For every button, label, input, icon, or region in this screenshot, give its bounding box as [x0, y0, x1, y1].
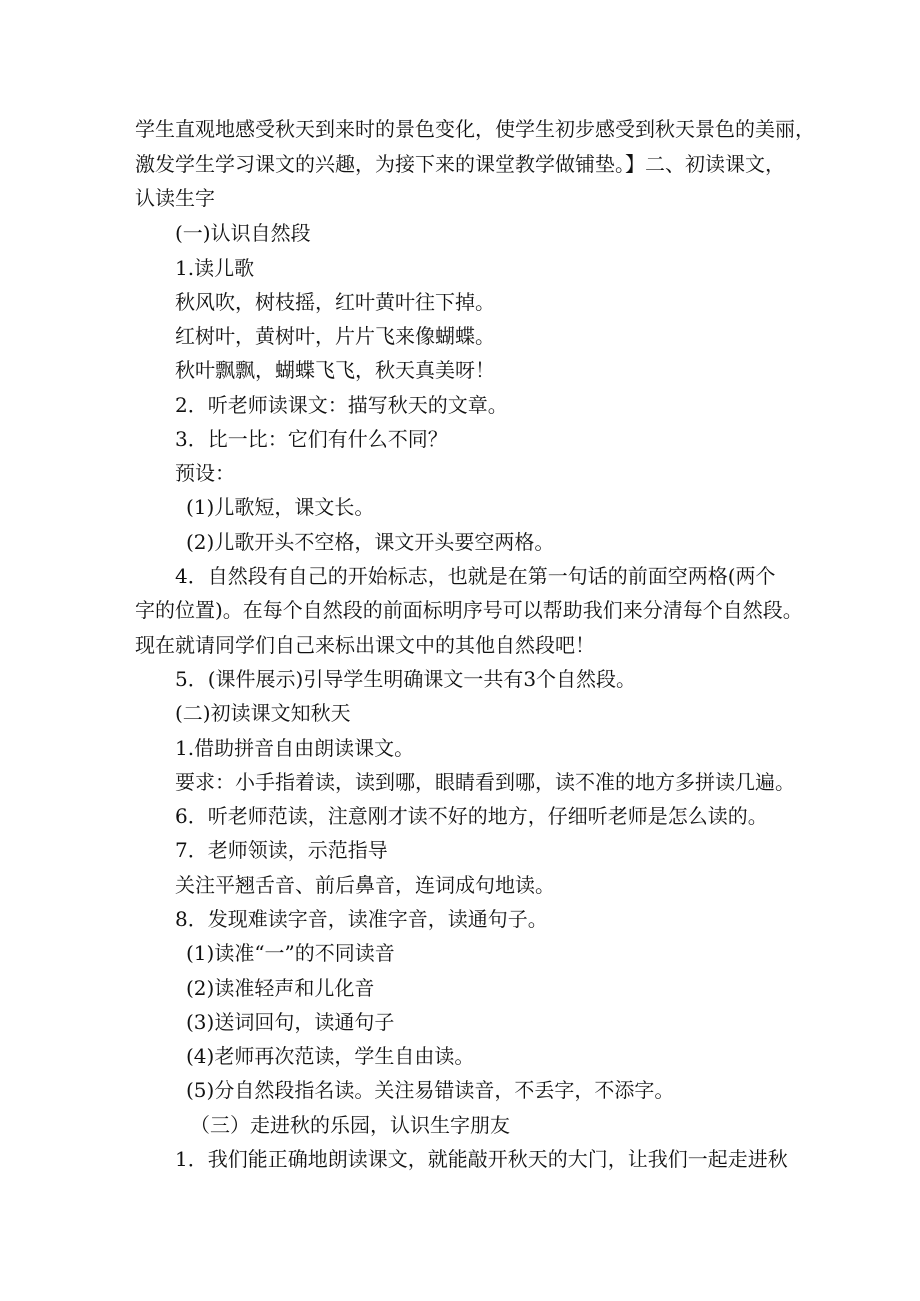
sub-list-item: (1)儿歌短，课文长。	[186, 495, 375, 519]
paragraph-line: 关注平翘舌音、前后鼻音，连词成句地读。	[175, 873, 555, 897]
list-item: 7．老师领读，示范指导	[175, 838, 388, 862]
list-item: 2．听老师读课文：描写秋天的文章。	[175, 393, 508, 417]
paragraph-line: 激发学生学习课文的兴趣，为接下来的课堂教学做铺垫。】二、初读课文，	[135, 152, 785, 176]
list-item: 6．听老师范读，注意刚才读不好的地方，仔细听老师是怎么读的。	[175, 804, 768, 828]
sub-list-item: (1)读准“一”的不同读音	[186, 941, 395, 965]
sub-list-item: (2)读准轻声和儿化音	[186, 976, 375, 1000]
sub-list-item: (4)老师再次范读，学生自由读。	[186, 1044, 475, 1068]
list-item: 1.借助拼音自由朗读课文。	[175, 736, 415, 760]
list-item: 4．自然段有自己的开始标志，也就是在第一句话的前面空两格(两个	[175, 564, 776, 588]
paragraph-line: 现在就请同学们自己来标出课文中的其他自然段吧！	[135, 633, 595, 657]
paragraph-line: 学生直观地感受秋天到来时的景色变化，使学生初步感受到秋天景色的美丽，	[135, 117, 815, 141]
paragraph-line: 认读生字	[135, 186, 215, 210]
sub-list-item: (3)送词回句，读通句子	[186, 1010, 395, 1034]
list-item: 5．(课件展示)引导学生明确课文一共有3个自然段。	[175, 667, 637, 691]
paragraph-line: 要求：小手指着读，读到哪，眼睛看到哪，读不准的地方多拼读几遍。	[175, 770, 795, 794]
poem-line: 秋叶飘飘，蝴蝶飞飞，秋天真美呀！	[175, 358, 495, 382]
list-item: 3．比一比：它们有什么不同？	[175, 427, 448, 451]
poem-line: 秋风吹，树枝摇，红叶黄叶往下掉。	[175, 290, 495, 314]
section-heading: （三）走进秋的乐园，认识生字朋友	[190, 1113, 510, 1137]
poem-line: 红树叶，黄树叶，片片飞来像蝴蝶。	[175, 324, 495, 348]
list-item: 1.读儿歌	[175, 256, 255, 280]
section-heading: (二)初读课文知秋天	[175, 701, 351, 725]
list-item: 8．发现难读字音，读准字音，读通句子。	[175, 907, 548, 931]
sub-list-item: (2)儿歌开头不空格，课文开头要空两格。	[186, 530, 555, 554]
section-heading: (一)认识自然段	[175, 221, 311, 245]
sub-list-item: (5)分自然段指名读。关注易错读音，不丢字，不添字。	[186, 1078, 675, 1102]
paragraph-line: 预设：	[175, 461, 235, 485]
paragraph-line: 字的位置)。在每个自然段的前面标明序号可以帮助我们来分清每个自然段。	[135, 598, 803, 622]
list-item: 1．我们能正确地朗读课文，就能敲开秋天的大门，让我们一起走进秋	[175, 1147, 788, 1171]
